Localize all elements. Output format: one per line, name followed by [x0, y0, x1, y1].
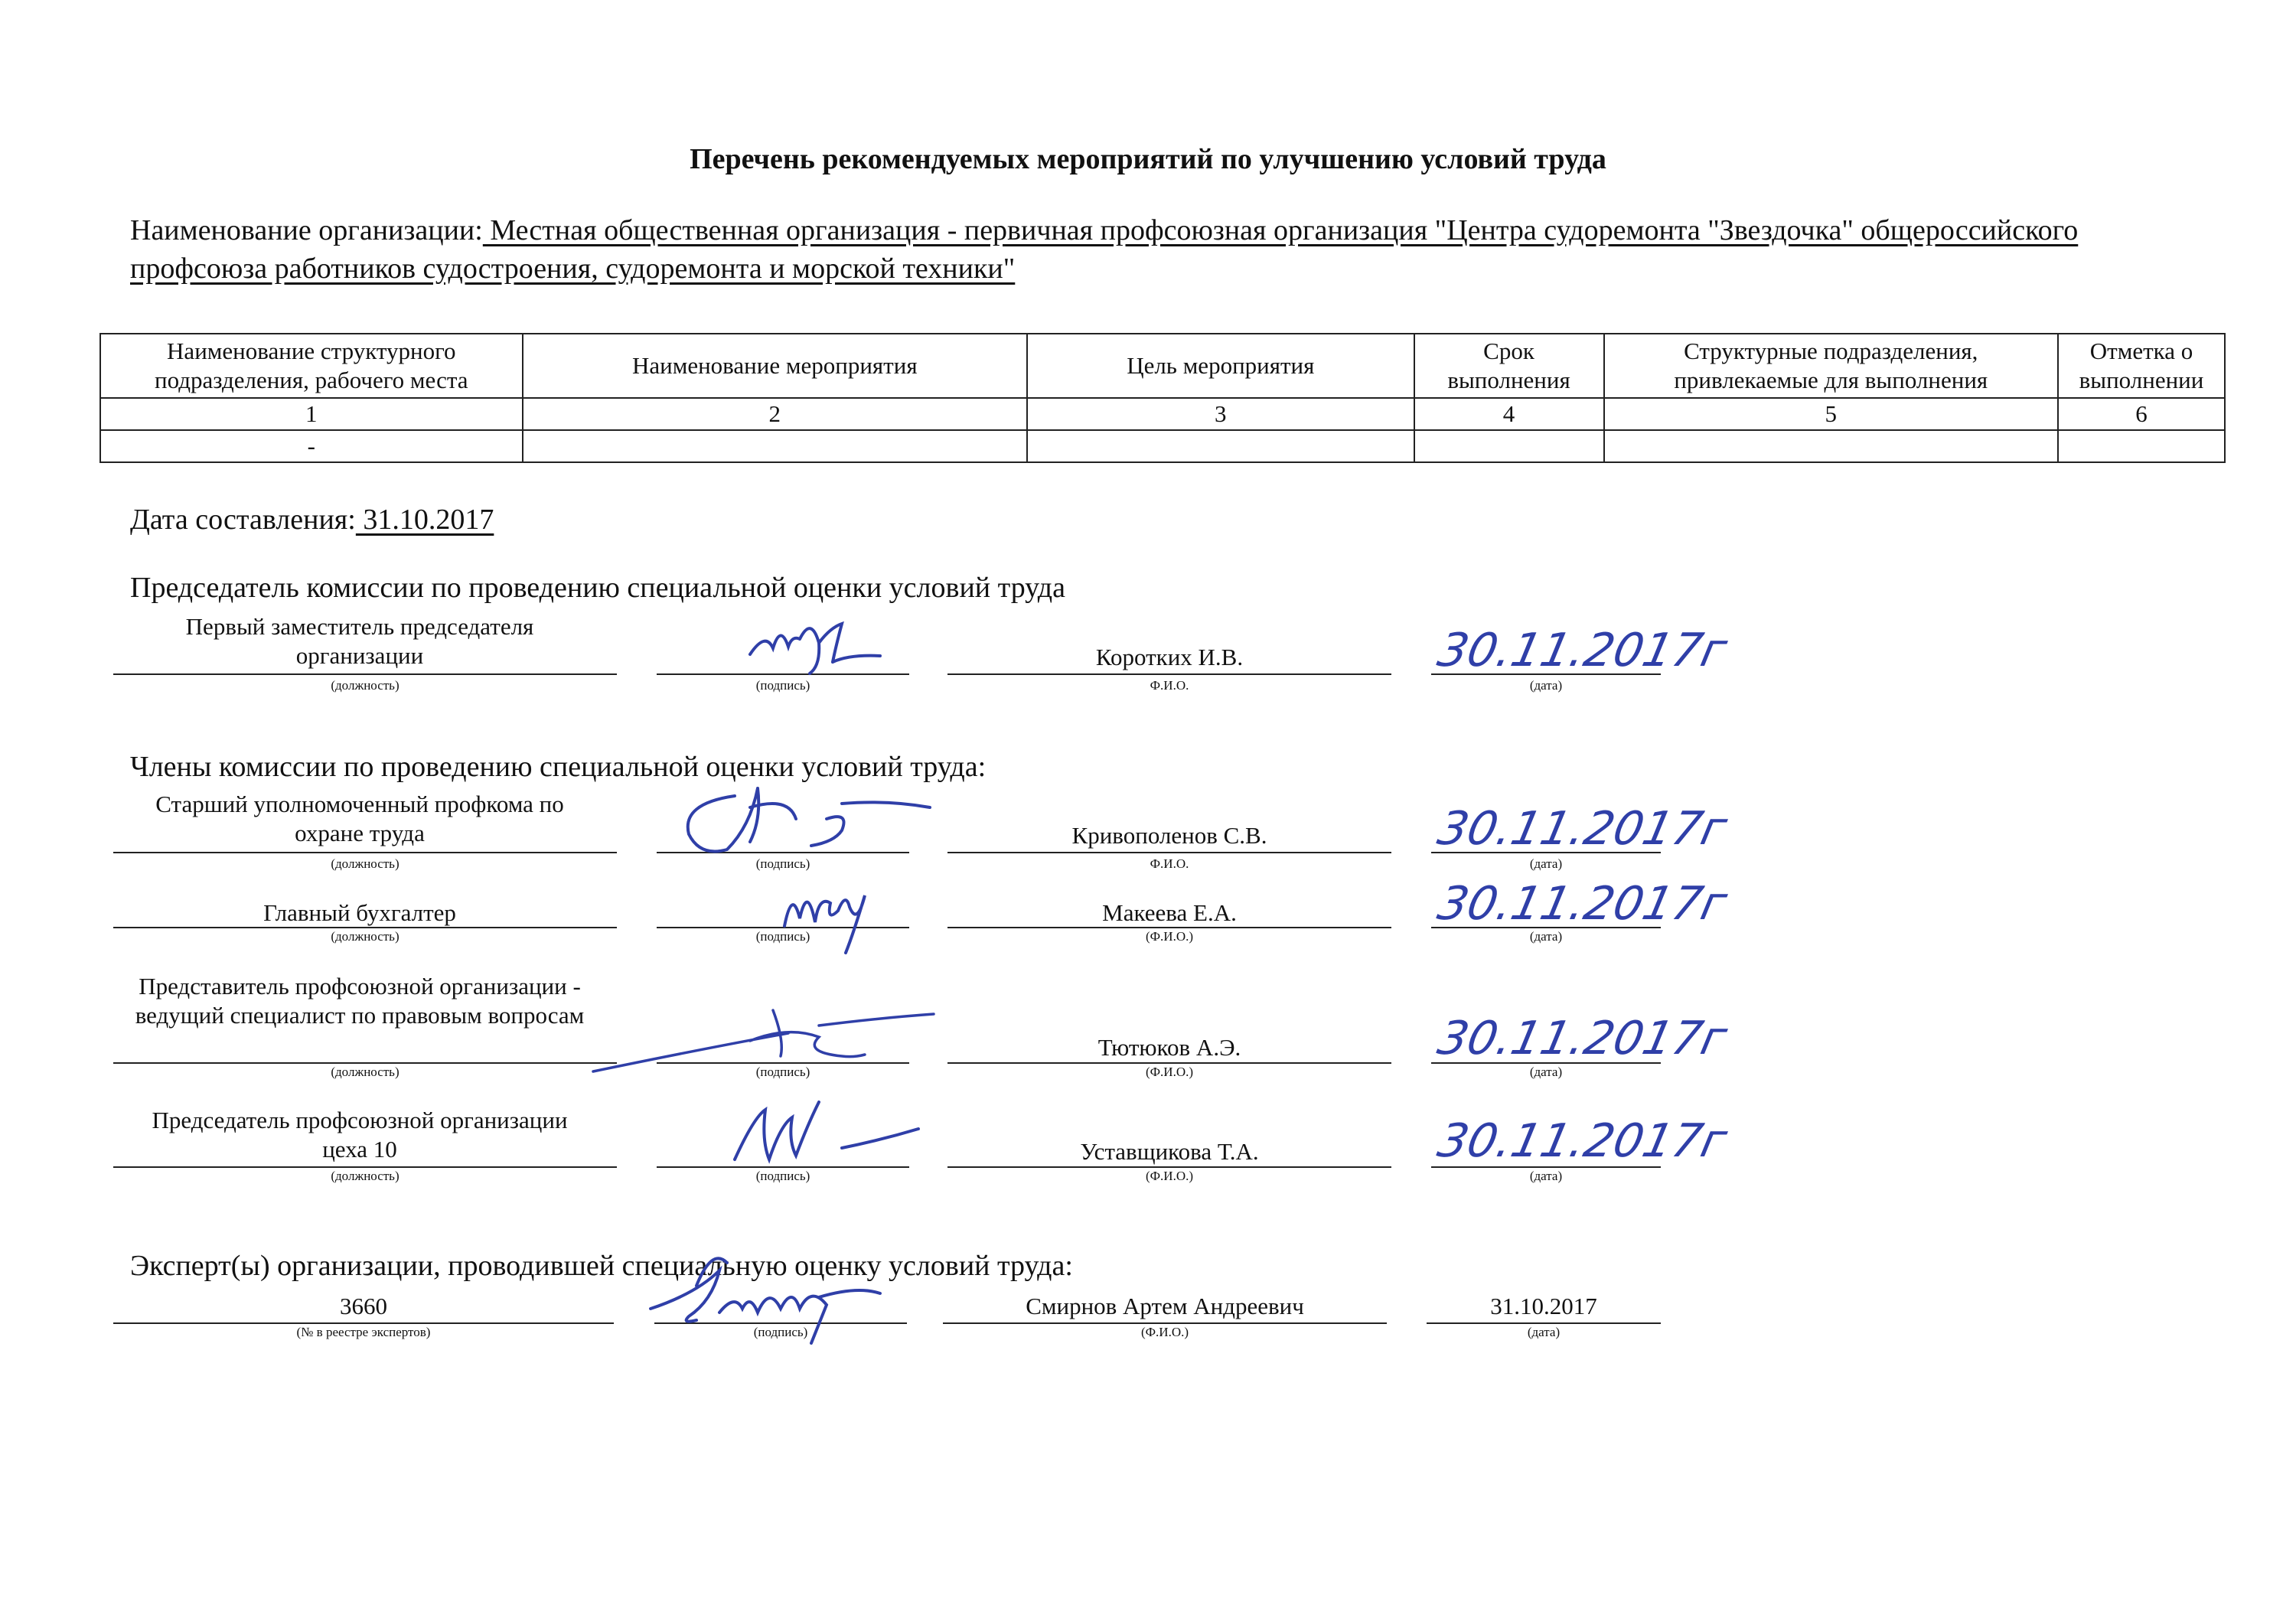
column-number: 6	[2058, 398, 2225, 430]
date-caption: (дата)	[1529, 678, 1563, 693]
fio-caption: (Ф.И.О.)	[1140, 1325, 1189, 1339]
header-cell: Наименование структурного подразделения, рабочего места	[100, 334, 523, 398]
member-handwritten-date: 30.11.2017г	[1433, 802, 1732, 856]
date-caption: (дата)	[1529, 856, 1563, 871]
date-line	[1427, 1322, 1661, 1324]
chairman-handwritten-date: 30.11.2017г	[1433, 624, 1732, 677]
table-cell	[1027, 430, 1414, 462]
expert-name: Смирнов Артем Андреевич	[1026, 1293, 1304, 1319]
fio-line	[947, 673, 1391, 675]
registry-line	[113, 1322, 614, 1324]
chairman-heading: Председатель комиссии по проведению специальной оценки условий труда	[130, 572, 1065, 604]
registry-caption: (№ в реестре экспертов)	[296, 1325, 431, 1339]
table-cell	[1604, 430, 2059, 462]
column-number: 1	[100, 398, 523, 430]
expert-date: 31.10.2017	[1490, 1293, 1597, 1319]
compile-date-line	[130, 503, 494, 536]
header-cell: Отметка о выполнении	[2058, 334, 2225, 398]
fio-line	[947, 852, 1391, 853]
date-caption: (дата)	[1527, 1325, 1561, 1339]
member-signature-image	[666, 773, 941, 865]
member-signature-image	[727, 1087, 926, 1171]
fio-line	[947, 1166, 1391, 1168]
organization-name: Местная общественная организация - первичная профсоюзная организация "Центра судоремонта "Звездочка" общероссийского профсоюза работников судостроения, судоремонта и морской техники"	[130, 214, 2079, 285]
position-line	[113, 852, 617, 853]
signature-caption: (подпись)	[753, 1325, 808, 1339]
table-cell	[2058, 430, 2225, 462]
fio-caption: Ф.И.О.	[1150, 678, 1189, 693]
table-row	[100, 430, 2225, 462]
table-cell: -	[100, 430, 523, 462]
member-signature-image	[589, 995, 941, 1079]
column-number: 2	[523, 398, 1027, 430]
table-number-row	[100, 398, 2225, 430]
member-position: Представитель профсоюзной организации - ведущий специалист по правовым вопросам	[135, 973, 585, 1029]
member-name: Тютюков А.Э.	[1097, 1034, 1241, 1061]
signature-caption: (подпись)	[755, 1169, 810, 1183]
header-cell: Структурные подразделения, привлекаемые для выполнения	[1604, 334, 2059, 398]
position-line	[113, 673, 617, 675]
compile-date-label: Дата составления:	[130, 504, 356, 536]
compile-date-value: 31.10.2017	[355, 504, 494, 536]
member-handwritten-date: 30.11.2017г	[1433, 1012, 1732, 1065]
column-number: 3	[1027, 398, 1414, 430]
signature-caption: (подпись)	[755, 929, 810, 944]
position-caption: (должность)	[331, 678, 400, 693]
document-title: Перечень рекомендуемых мероприятий по улучшению условий труда	[690, 143, 1606, 175]
table-header-row	[100, 334, 2225, 398]
fio-line	[947, 1062, 1391, 1064]
table-cell	[523, 430, 1027, 462]
member-name: Уставщикова Т.А.	[1080, 1138, 1259, 1165]
member-handwritten-date: 30.11.2017г	[1433, 1114, 1732, 1168]
header-cell: Цель мероприятия	[1027, 334, 1414, 398]
member-handwritten-date: 30.11.2017г	[1433, 877, 1732, 931]
signature-caption: (подпись)	[755, 856, 810, 871]
member-position: Главный бухгалтер	[263, 899, 456, 926]
member-signature-image	[773, 872, 888, 957]
position-line	[113, 1166, 617, 1168]
organization-line	[130, 211, 2197, 288]
members-heading: Члены комиссии по проведению специальной оценки условий труда:	[130, 751, 987, 783]
fio-line	[943, 1322, 1387, 1324]
member-position: Председатель профсоюзной организации цеха 10	[152, 1107, 568, 1163]
position-line	[113, 927, 617, 928]
member-name: Макеева Е.А.	[1102, 899, 1237, 926]
fio-caption: (Ф.И.О.)	[1145, 1065, 1194, 1079]
fio-line	[947, 927, 1391, 928]
position-caption: (должность)	[331, 1065, 400, 1079]
date-caption: (дата)	[1529, 929, 1563, 944]
organization-label: Наименование организации:	[130, 214, 483, 246]
measures-table	[99, 333, 2226, 463]
fio-caption: (Ф.И.О.)	[1145, 1169, 1194, 1183]
expert-signature-image	[635, 1240, 895, 1347]
chairman-position: Первый заместитель председателя организации	[185, 613, 534, 669]
chairman-signature-image	[735, 601, 888, 685]
expert-heading: Эксперт(ы) организации, проводившей специальную оценку условий труда:	[130, 1250, 1073, 1282]
fio-caption: Ф.И.О.	[1150, 856, 1189, 871]
fio-caption: (Ф.И.О.)	[1145, 929, 1194, 944]
column-number: 5	[1604, 398, 2059, 430]
date-caption: (дата)	[1529, 1169, 1563, 1183]
position-caption: (должность)	[331, 856, 400, 871]
signature-caption: (подпись)	[755, 1065, 810, 1079]
member-name: Кривополенов С.В.	[1071, 822, 1267, 849]
table-cell	[1414, 430, 1604, 462]
signature-caption: (подпись)	[755, 678, 810, 693]
header-cell: Наименование мероприятия	[523, 334, 1027, 398]
position-line	[113, 1062, 617, 1064]
header-cell: Срок выполнения	[1414, 334, 1604, 398]
column-number: 4	[1414, 398, 1604, 430]
position-caption: (должность)	[331, 1169, 400, 1183]
expert-registry-number: 3660	[340, 1293, 387, 1319]
date-caption: (дата)	[1529, 1065, 1563, 1079]
chairman-name: Коротких И.В.	[1095, 644, 1244, 670]
position-caption: (должность)	[331, 929, 400, 944]
member-position: Старший уполномоченный профкома по охране труда	[155, 791, 564, 846]
